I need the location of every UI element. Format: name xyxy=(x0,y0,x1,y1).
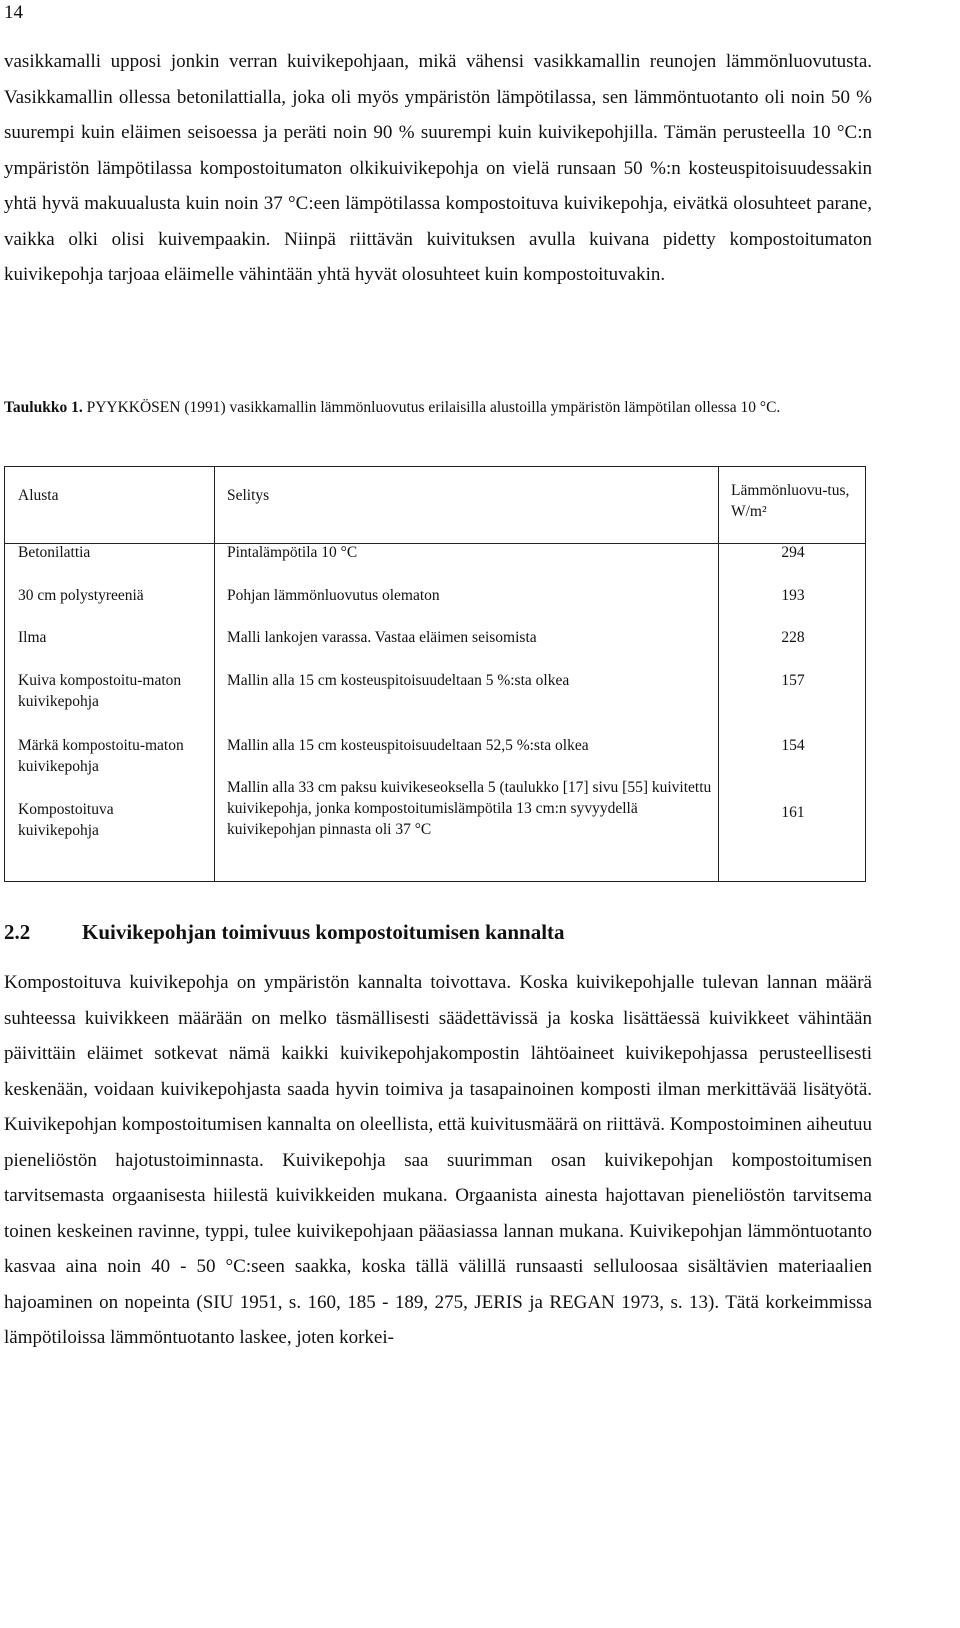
table-caption-label: Taulukko 1. xyxy=(4,399,83,416)
table-cell-alusta: Märkä kompostoitu-maton kuivikepohja xyxy=(18,737,184,775)
table-caption-text: PYYKKÖSEN (1991) vasikkamallin lämmönluovutus erilaisilla alustoilla ympäristön lämpötilan ollessa 10 °C. xyxy=(82,399,781,416)
table-cell-value: 154 xyxy=(781,737,805,754)
table-cell-selitys: Mallin alla 33 cm paksu kuivikeseoksella 5 (taulukko [17] sivu [55] kuivitettu kuivikepohja, jonka kompostoitumislämpötila 13 cm:n syvyydellä kuivikepohjan pinnasta oli 37 °C xyxy=(227,779,712,838)
table-cell-value: 193 xyxy=(781,587,805,604)
body-paragraph-2: Kompostoituva kuivikepohja on ympäristön kannalta toivottava. Koska kuivikepohjalle tulevan lannan määrä suhteessa kuivikkeen määrään on melko täsmällisesti säädettävissä ja koska lisättäessä kuivikkeet vähintään päivittäin eläimet sotkevat nämä kaikki kuivikepohjakompostin lähtöaineet kuivikepohjassa perusteellisesti keskenään, voidaan kuivikepohjasta saada hyvin toimiva ja tasapainoinen komposti ilman merkittävää lisätyötä. Kuivikepohjan kompostoitumisen kannalta on oleellista, että kuivitusmäärä on riittävä. Kompostoiminen aiheutuu pieneliöstön hajotustoiminnasta. Kuivikepohja saa suurimman osan kuivikepohjan kompostoitumisen tarvitsemasta orgaanisesta hiilestä kuivikkeiden mukana. Orgaanista ainesta hajottavan pieneliöstön tarvitsema toinen keskeinen ravinne, typpi, tulee kuivikepohjaan pääasiassa lannan mukana. Kuivikepohjan lämmöntuotanto kasvaa aina noin 40 - 50 °C:seen saakka, koska tällä välillä runsaasti selluloosaa sisältävien materiaalien hajoaminen on nopeinta (SIU 1951, s. 160, 185 - 189, 275, JERIS ja REGAN 1973, s. 13). Tätä korkeimmissa lämpötiloissa lämmöntuotanto laskee, joten korkei- xyxy=(4,972,872,1348)
table-cell-value: 161 xyxy=(781,804,805,821)
data-table xyxy=(4,466,866,882)
table-cell-alusta: Ilma xyxy=(18,629,47,646)
section-number: 2.2 xyxy=(4,920,31,944)
body-paragraph-1: vasikkamalli upposi jonkin verran kuivikepohjaan, mikä vähensi vasikkamallin reunojen lämmönluovutusta. Vasikkamallin ollessa betonilattialla, joka oli myös ympäristön lämpötilassa, sen lämmöntuotanto oli noin 50 % suurempi kuin eläimen seisoessa ja peräti noin 90 % suurempi kuin kuivikepohjilla. Tämän perusteella 10 °C:n ympäristön lämpötilassa kompostoitumaton olkikuivikepohja on vielä runsaan 50 %:n kosteuspitoisuudessakin yhtä hyvä makuualusta kuin noin 37 °C:een lämpötilassa kompostoituva kuivikepohja, eivätkä olosuhteet parane, vaikka olki olisi kuivempaakin. Niinpä riittävän kuivituksen avulla kuivana pidetty kompostoitumaton kuivikepohja tarjoaa eläimelle vähintään yhtä hyvät olosuhteet kuin kompostoituvakin. xyxy=(4,51,872,285)
table-cell-selitys: Mallin alla 15 cm kosteuspitoisuudeltaan 5 %:sta olkea xyxy=(227,672,570,689)
table-caption xyxy=(4,395,864,421)
table-cell-selitys: Mallin alla 15 cm kosteuspitoisuudeltaan 52,5 %:sta olkea xyxy=(227,737,589,754)
section-title: Kuivikepohjan toimivuus kompostoitumisen kannalta xyxy=(82,920,565,944)
table-cell-value: 157 xyxy=(781,672,805,689)
page-number: 14 xyxy=(4,2,23,23)
section-heading xyxy=(4,920,565,945)
table-cell-alusta: Kompostoituva kuivikepohja xyxy=(18,801,114,839)
table-cell-alusta: 30 cm polystyreeniä xyxy=(18,587,144,604)
table-cell-selitys: Pintalämpötila 10 °C xyxy=(227,544,358,561)
table-cell-value: 228 xyxy=(781,629,805,646)
table-cell-alusta: Kuiva kompostoitu-maton kuivikepohja xyxy=(18,672,182,710)
table-header-lammonluovutus: Lämmönluovu-tus, W/m² xyxy=(731,482,850,520)
table-cell-selitys: Malli lankojen varassa. Vastaa eläimen seisomista xyxy=(227,629,537,646)
table-column-divider xyxy=(214,467,215,881)
table-cell-selitys: Pohjan lämmönluovutus olematon xyxy=(227,587,440,604)
table-cell-alusta: Betonilattia xyxy=(18,544,91,561)
table-cell-value: 294 xyxy=(781,544,805,561)
table-header-alusta: Alusta xyxy=(18,487,59,504)
table-header-selitys: Selitys xyxy=(227,487,270,504)
